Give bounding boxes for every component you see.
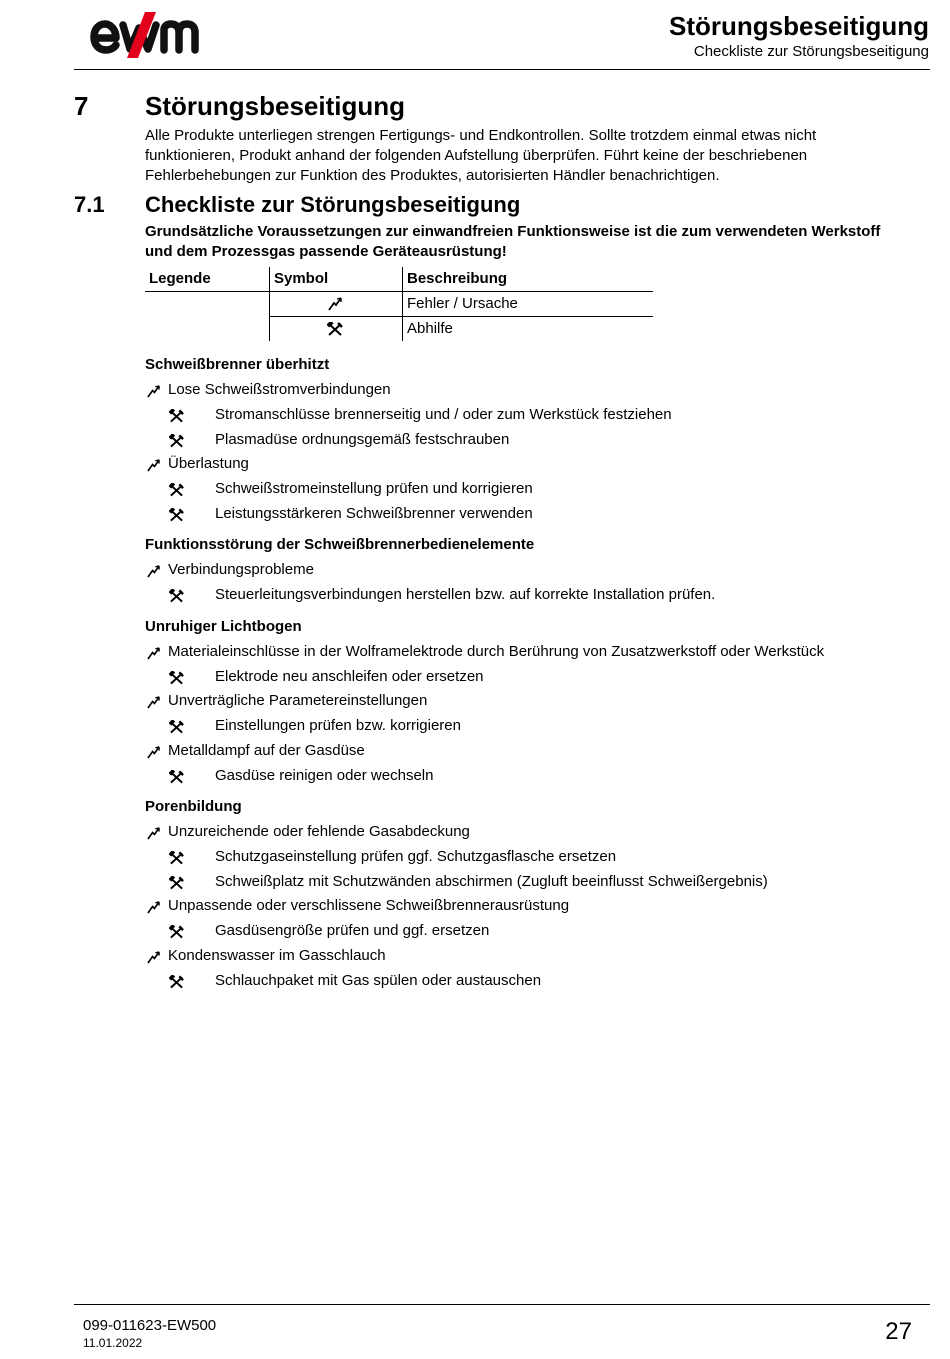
remedy-text: Schlauchpaket mit Gas spülen oder austauschen	[215, 971, 542, 989]
chapter-title: Störungsbeseitigung	[145, 91, 405, 121]
error-cause-icon	[146, 826, 161, 839]
legend-row-cause	[269, 292, 653, 317]
cause-item	[145, 691, 925, 716]
checklist-section	[145, 535, 925, 610]
section-heading: Unruhiger Lichtbogen	[145, 617, 302, 635]
remedy-tools-icon	[169, 671, 184, 685]
remedy-tools-icon	[169, 851, 184, 865]
cause-text: Lose Schweißstromverbindungen	[168, 381, 391, 398]
remedy-tools-icon	[169, 925, 184, 939]
legend-row-remedy	[269, 317, 653, 341]
cause-item	[145, 896, 925, 921]
header-title: Störungsbeseitigung	[669, 11, 929, 41]
remedy-tools-icon	[169, 483, 184, 497]
cause-text: Materialeinschlüsse in der Wolframelektrode durch Berührung von Zusatzwerkstoff oder Werkstück	[168, 642, 825, 660]
remedy-text: Einstellungen prüfen bzw. korrigieren	[215, 717, 461, 734]
remedy-item	[145, 479, 925, 504]
remedy-item	[145, 872, 925, 897]
footer-divider	[74, 1304, 930, 1305]
remedy-item	[145, 430, 925, 455]
header-subtitle: Checkliste zur Störungsbeseitigung	[693, 43, 929, 60]
error-cause-icon	[146, 950, 161, 963]
document-date: 11.01.2022	[83, 1336, 143, 1350]
error-cause-icon	[146, 384, 161, 397]
section-heading: Schweißbrenner überhitzt	[145, 356, 330, 373]
cause-text: Überlastung	[168, 455, 249, 472]
section-number: 7.1	[74, 192, 105, 217]
chapter-intro: Alle Produkte unterliegen strengen Fertigungs- und Endkontrollen. Sollte trotzdem einmal etwas nicht funktionieren, Produkt anhand der folgenden Aufstellung überprüfen. Führt keine der beschriebenen Fehlerbehebungen zur Funktion des Produktes, autorisierten Händler benachrichtigen.	[145, 127, 817, 184]
remedy-item	[145, 585, 925, 610]
cause-item	[145, 946, 925, 971]
page-number: 27	[885, 1318, 912, 1345]
error-cause-icon	[146, 900, 161, 913]
header-divider	[74, 69, 930, 70]
legend-header-row	[145, 267, 653, 292]
remedy-tools-icon	[169, 409, 184, 423]
section-heading: Funktionsstörung der Schweißbrennerbedienelemente	[145, 536, 535, 553]
remedy-tools-icon	[169, 589, 184, 603]
cause-text: Kondenswasser im Gasschlauch	[168, 946, 386, 964]
remedy-tools-icon	[169, 434, 184, 448]
legend-header-symbol: Symbol	[274, 270, 329, 287]
remedy-item	[145, 405, 925, 430]
cause-text: Metalldampf auf der Gasdüse	[168, 741, 365, 759]
cause-item	[145, 822, 925, 847]
cause-text: Unpassende oder verschlissene Schweißbrennerausrüstung	[168, 897, 570, 914]
remedy-text: Schutzgaseinstellung prüfen ggf. Schutzgasflasche ersetzen	[215, 848, 617, 865]
cause-item	[145, 741, 925, 766]
remedy-item	[145, 971, 925, 996]
remedy-tools-icon	[169, 508, 184, 522]
error-cause-icon	[146, 745, 161, 758]
cause-text: Unzureichende oder fehlende Gasabdeckung	[168, 823, 470, 840]
error-cause-icon	[146, 564, 161, 577]
remedy-item	[145, 504, 925, 529]
checklist-section	[145, 797, 925, 995]
remedy-tools-icon	[169, 975, 184, 989]
troubleshooting-checklist	[145, 355, 925, 995]
error-cause-icon	[327, 297, 343, 311]
error-cause-icon	[146, 646, 161, 659]
remedy-text: Schweißplatz mit Schutzwänden abschirmen (Zugluft beeinflusst Schweißergebnis)	[215, 872, 768, 890]
remedy-tools-icon	[169, 720, 184, 734]
remedy-text: Gasdüsengröße prüfen und ggf. ersetzen	[215, 922, 490, 939]
remedy-text: Gasdüse reinigen oder wechseln	[215, 766, 434, 784]
remedy-tools-icon	[169, 876, 184, 890]
error-cause-icon	[146, 458, 161, 471]
legend-header-legende: Legende	[149, 270, 211, 287]
cause-text: Unverträgliche Parametereinstellungen	[168, 692, 428, 709]
checklist-section	[145, 355, 925, 528]
cause-item	[145, 642, 925, 667]
remedy-item	[145, 921, 925, 946]
section-heading: Porenbildung	[145, 798, 242, 815]
remedy-item	[145, 667, 925, 692]
legend-header-beschreibung: Beschreibung	[407, 270, 508, 287]
remedy-tools-icon	[327, 322, 343, 336]
remedy-text: Schweißstromeinstellung prüfen und korrigieren	[215, 480, 533, 497]
ewm-logo	[90, 8, 225, 62]
remedy-text: Leistungsstärkeren Schweißbrenner verwenden	[215, 504, 533, 522]
error-cause-icon	[146, 695, 161, 708]
remedy-item	[145, 766, 925, 791]
cause-item	[145, 380, 925, 405]
remedy-item	[145, 716, 925, 741]
legend-desc-cause: Fehler / Ursache	[407, 295, 518, 312]
remedy-text: Plasmadüse ordnungsgemäß festschrauben	[215, 430, 510, 448]
document-number: 099-011623-EW500	[83, 1317, 217, 1334]
remedy-text: Stromanschlüsse brennerseitig und / oder zum Werkstück festziehen	[215, 406, 672, 423]
legend-table	[145, 267, 653, 341]
checklist-section	[145, 617, 925, 791]
section-title: Checkliste zur Störungsbeseitigung	[145, 192, 521, 217]
legend-desc-remedy: Abhilfe	[407, 320, 453, 337]
remedy-item	[145, 847, 925, 872]
cause-text: Verbindungsprobleme	[168, 561, 314, 578]
remedy-text: Elektrode neu anschleifen oder ersetzen	[215, 667, 484, 685]
section-requirement: Grundsätzliche Voraussetzungen zur einwandfreien Funktionsweise ist die zum verwendeten Werkstoff und dem Prozessgas passende Geräteausrüstung!	[145, 223, 881, 260]
remedy-text: Steuerleitungsverbindungen herstellen bzw. auf korrekte Installation prüfen.	[215, 586, 716, 603]
remedy-tools-icon	[169, 770, 184, 784]
cause-item	[145, 560, 925, 585]
chapter-number: 7	[74, 91, 89, 121]
cause-item	[145, 454, 925, 479]
